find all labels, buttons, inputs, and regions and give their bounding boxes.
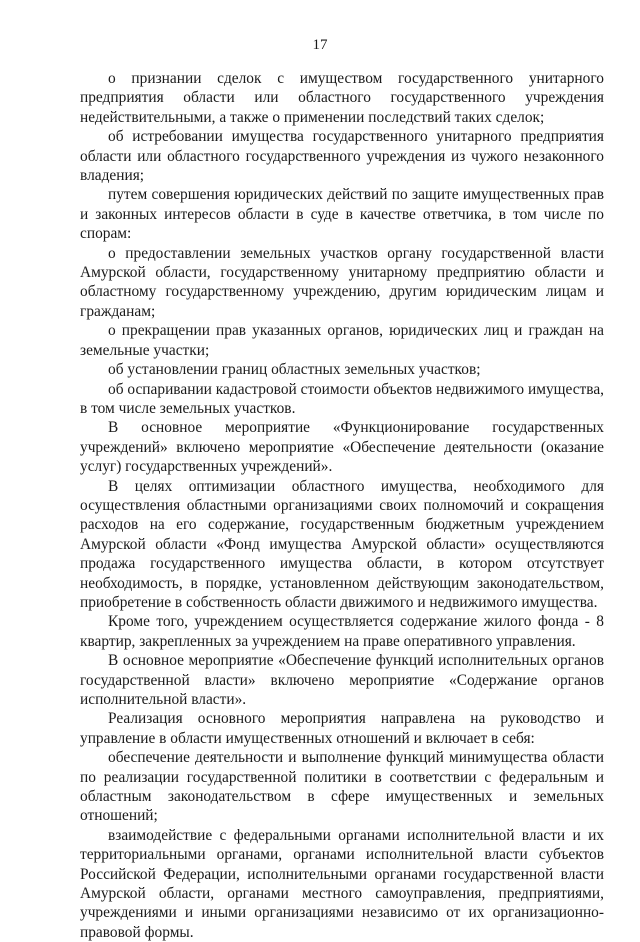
paragraph: Кроме того, учреждением осуществляется содержание жилого фонда - 8 квартир, закрепленных за учреждением на праве оперативного управления.: [80, 613, 604, 650]
paragraph: взаимодействие с федеральными органами исполнительной власти и их территориальными органами, органами исполнительной власти субъектов Российской Федерации, исполнительными органами государственной власти Амурской области, органами местного самоуправления, предприятиями, учреждениями и иными организациями независимо от их организационно-правовой формы.: [80, 826, 604, 941]
paragraph: В основное мероприятие «Функционирование государственных учреждений» включено мероприятие «Обеспечение деятельности (оказание услуг) государственных учреждений».: [80, 419, 604, 476]
body-text: [80, 69, 604, 942]
paragraph: обеспечение деятельности и выполнение функций минимущества области по реализации государственной политики в соответствии с федеральным и областным законодательством в сфере имущественных и земельных отношений;: [80, 749, 604, 825]
paragraph: В целях оптимизации областного имущества, необходимого для осуществления областными организациями своих полномочий и сокращения расходов на его содержание, государственным бюджетным учреждением Амурской области «Фонд имущества Амурской области» осуществляются продажа государственного имущества области, в котором отсутствует необходимость, в порядке, установленном действующим законодательством, приобретение в собственность области движимого и недвижимого имущества.: [80, 477, 604, 611]
paragraph: о прекращении прав указанных органов, юридических лиц и граждан на земельные участки;: [80, 322, 604, 359]
paragraph: об оспаривании кадастровой стоимости объектов недвижимого имущества, в том числе земельных участков.: [80, 380, 604, 417]
paragraph: о предоставлении земельных участков органу государственной власти Амурской области, государственному унитарному предприятию области и областному государственному учреждению, другим юридическим лицам и гражданам;: [80, 244, 604, 320]
page-number: 17: [312, 37, 328, 53]
paragraph: о признании сделок с имуществом государственного унитарного предприятия области или областного государственного учреждения недействительными, а также о применении последствий таких сделок;: [80, 70, 604, 126]
paragraph: об истребовании имущества государственного унитарного предприятия области или областного государственного учреждения из чужого незаконного владения;: [80, 128, 604, 185]
paragraph: В основное мероприятие «Обеспечение функций исполнительных органов государственной власти» включено мероприятие «Содержание органов исполнительной власти».: [80, 652, 604, 708]
paragraph: об установлении границ областных земельных участков;: [108, 361, 481, 379]
paragraph: Реализация основного мероприятия направлена на руководство и управление в области имущественных отношений и включает в себя:: [80, 710, 604, 747]
paragraph: путем совершения юридических действий по защите имущественных прав и законных интересов области в суде в качестве ответчика, в том числе по спорам:: [80, 186, 604, 243]
